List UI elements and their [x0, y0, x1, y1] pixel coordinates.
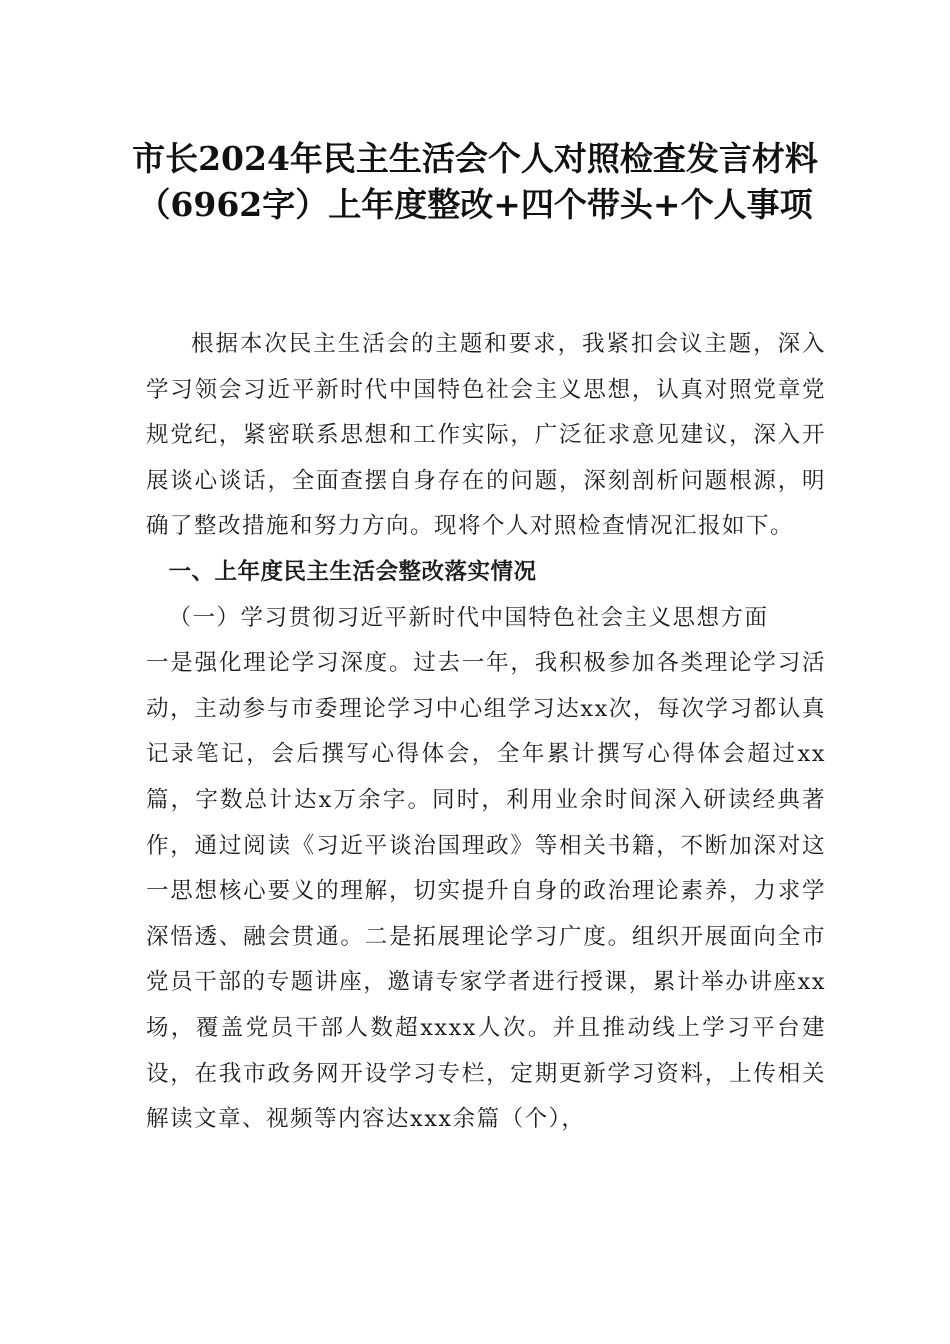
subsection-heading: （一）学习贯彻习近平新时代中国特色社会主义思想方面 [168, 604, 769, 631]
body-paragraph: 一是强化理论学习深度。过去一年，我积极参加各类理论学习活动，主动参与市委理论学习中心组学习达xx次，每次学习都认真记录笔记，会后撰写心得体会，全年累计撰写心得体会超过xx篇，字数总计达x万余字。同时，利用业余时间深入研读经典著作，通过阅读《习近平谈治国理政》等相关书籍，不断加深对这一思想核心要义的理解，切实提升自身的政治理论素养，力求学深悟透、融会贯通。二是拓展理论学习广度。组织开展面向全市党员干部的专题讲座，邀请专家学者进行授课，累计举办讲座xx场，覆盖党员干部人数超xxxx人次。并且推动线上学习平台建设，在我市政务网开设学习专栏，定期更新学习资料，上传相关解读文章、视频等内容达xxx余篇（个）， [146, 650, 826, 1133]
intro-paragraph: 根据本次民主生活会的主题和要求，我紧扣会议主题，深入学习领会习近平新时代中国特色社会主义思想，认真对照党章党规党纪，紧密联系思想和工作实际，广泛征求意见建议，深入开展谈心谈话，全面查摆自身存在的问题，深刻剖析问题根源，明确了整改措施和努力方向。现将个人对照检查情况汇报如下。 [146, 331, 826, 540]
section-heading: 一、上年度民主生活会整改落实情况 [168, 558, 537, 585]
document-body [146, 322, 826, 1143]
document-title: 市长2024年民主生活会个人对照检查发言材料（6962字）上年度整改+四个带头+个人事项 [132, 139, 818, 224]
